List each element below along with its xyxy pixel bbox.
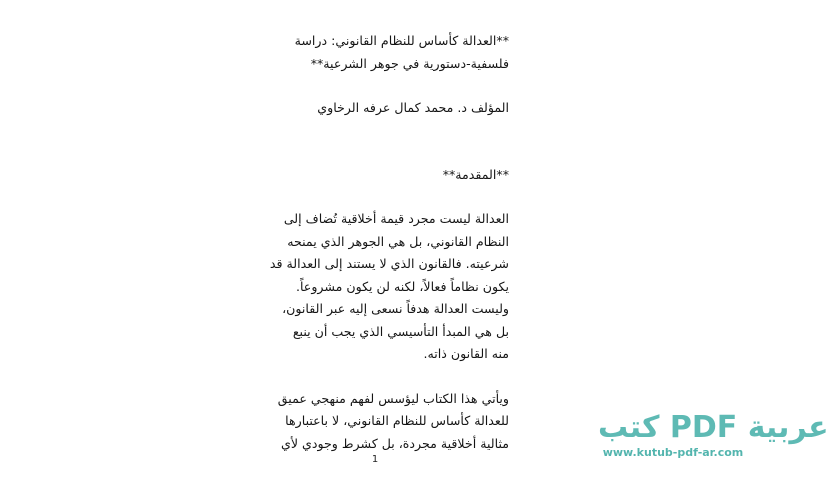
document-author: المؤلف د. محمد كمال عرفه الرخاوي bbox=[317, 100, 509, 115]
document-title: **العدالة كأساس للنظام القانوني: دراسة فلسفية-دستورية في جوهر الشرعية** bbox=[294, 33, 509, 71]
section-heading: **المقدمة** bbox=[442, 166, 509, 182]
watermark bbox=[598, 410, 829, 460]
body-paragraph-1: العدالة ليست مجرد قيمة أخلاقية تُضاف إلى النظام القانوني، بل هي الجوهر الذي يمنحه شرعيته. فالقانون الذي لا يستند إلى العدالة قد يكون نظاماً ‌فعالاً‌، لكنه لن يكون مشروعاً‌. وليست العدالة هدفاً‌ نسعى إليه عبر القانون، بل هي المبدأ التأسيسي الذي يجب أن ينبع منه القانون ذاته. bbox=[269, 211, 509, 361]
watermark-url: www.kutub-pdf-ar.com bbox=[602, 446, 744, 459]
watermark-logo: كتب PDF عربية bbox=[598, 410, 829, 445]
text-column bbox=[236, 30, 509, 455]
body-paragraph-2: ويأتي هذا الكتاب ليؤسس لفهم منهجي عميق للعدالة كأساس للنظام القانوني، لا باعتبارها مثالية أخلاقية مجردة، بل كشرط وجودي لأي bbox=[277, 390, 509, 451]
page-number: 1 bbox=[371, 454, 379, 465]
